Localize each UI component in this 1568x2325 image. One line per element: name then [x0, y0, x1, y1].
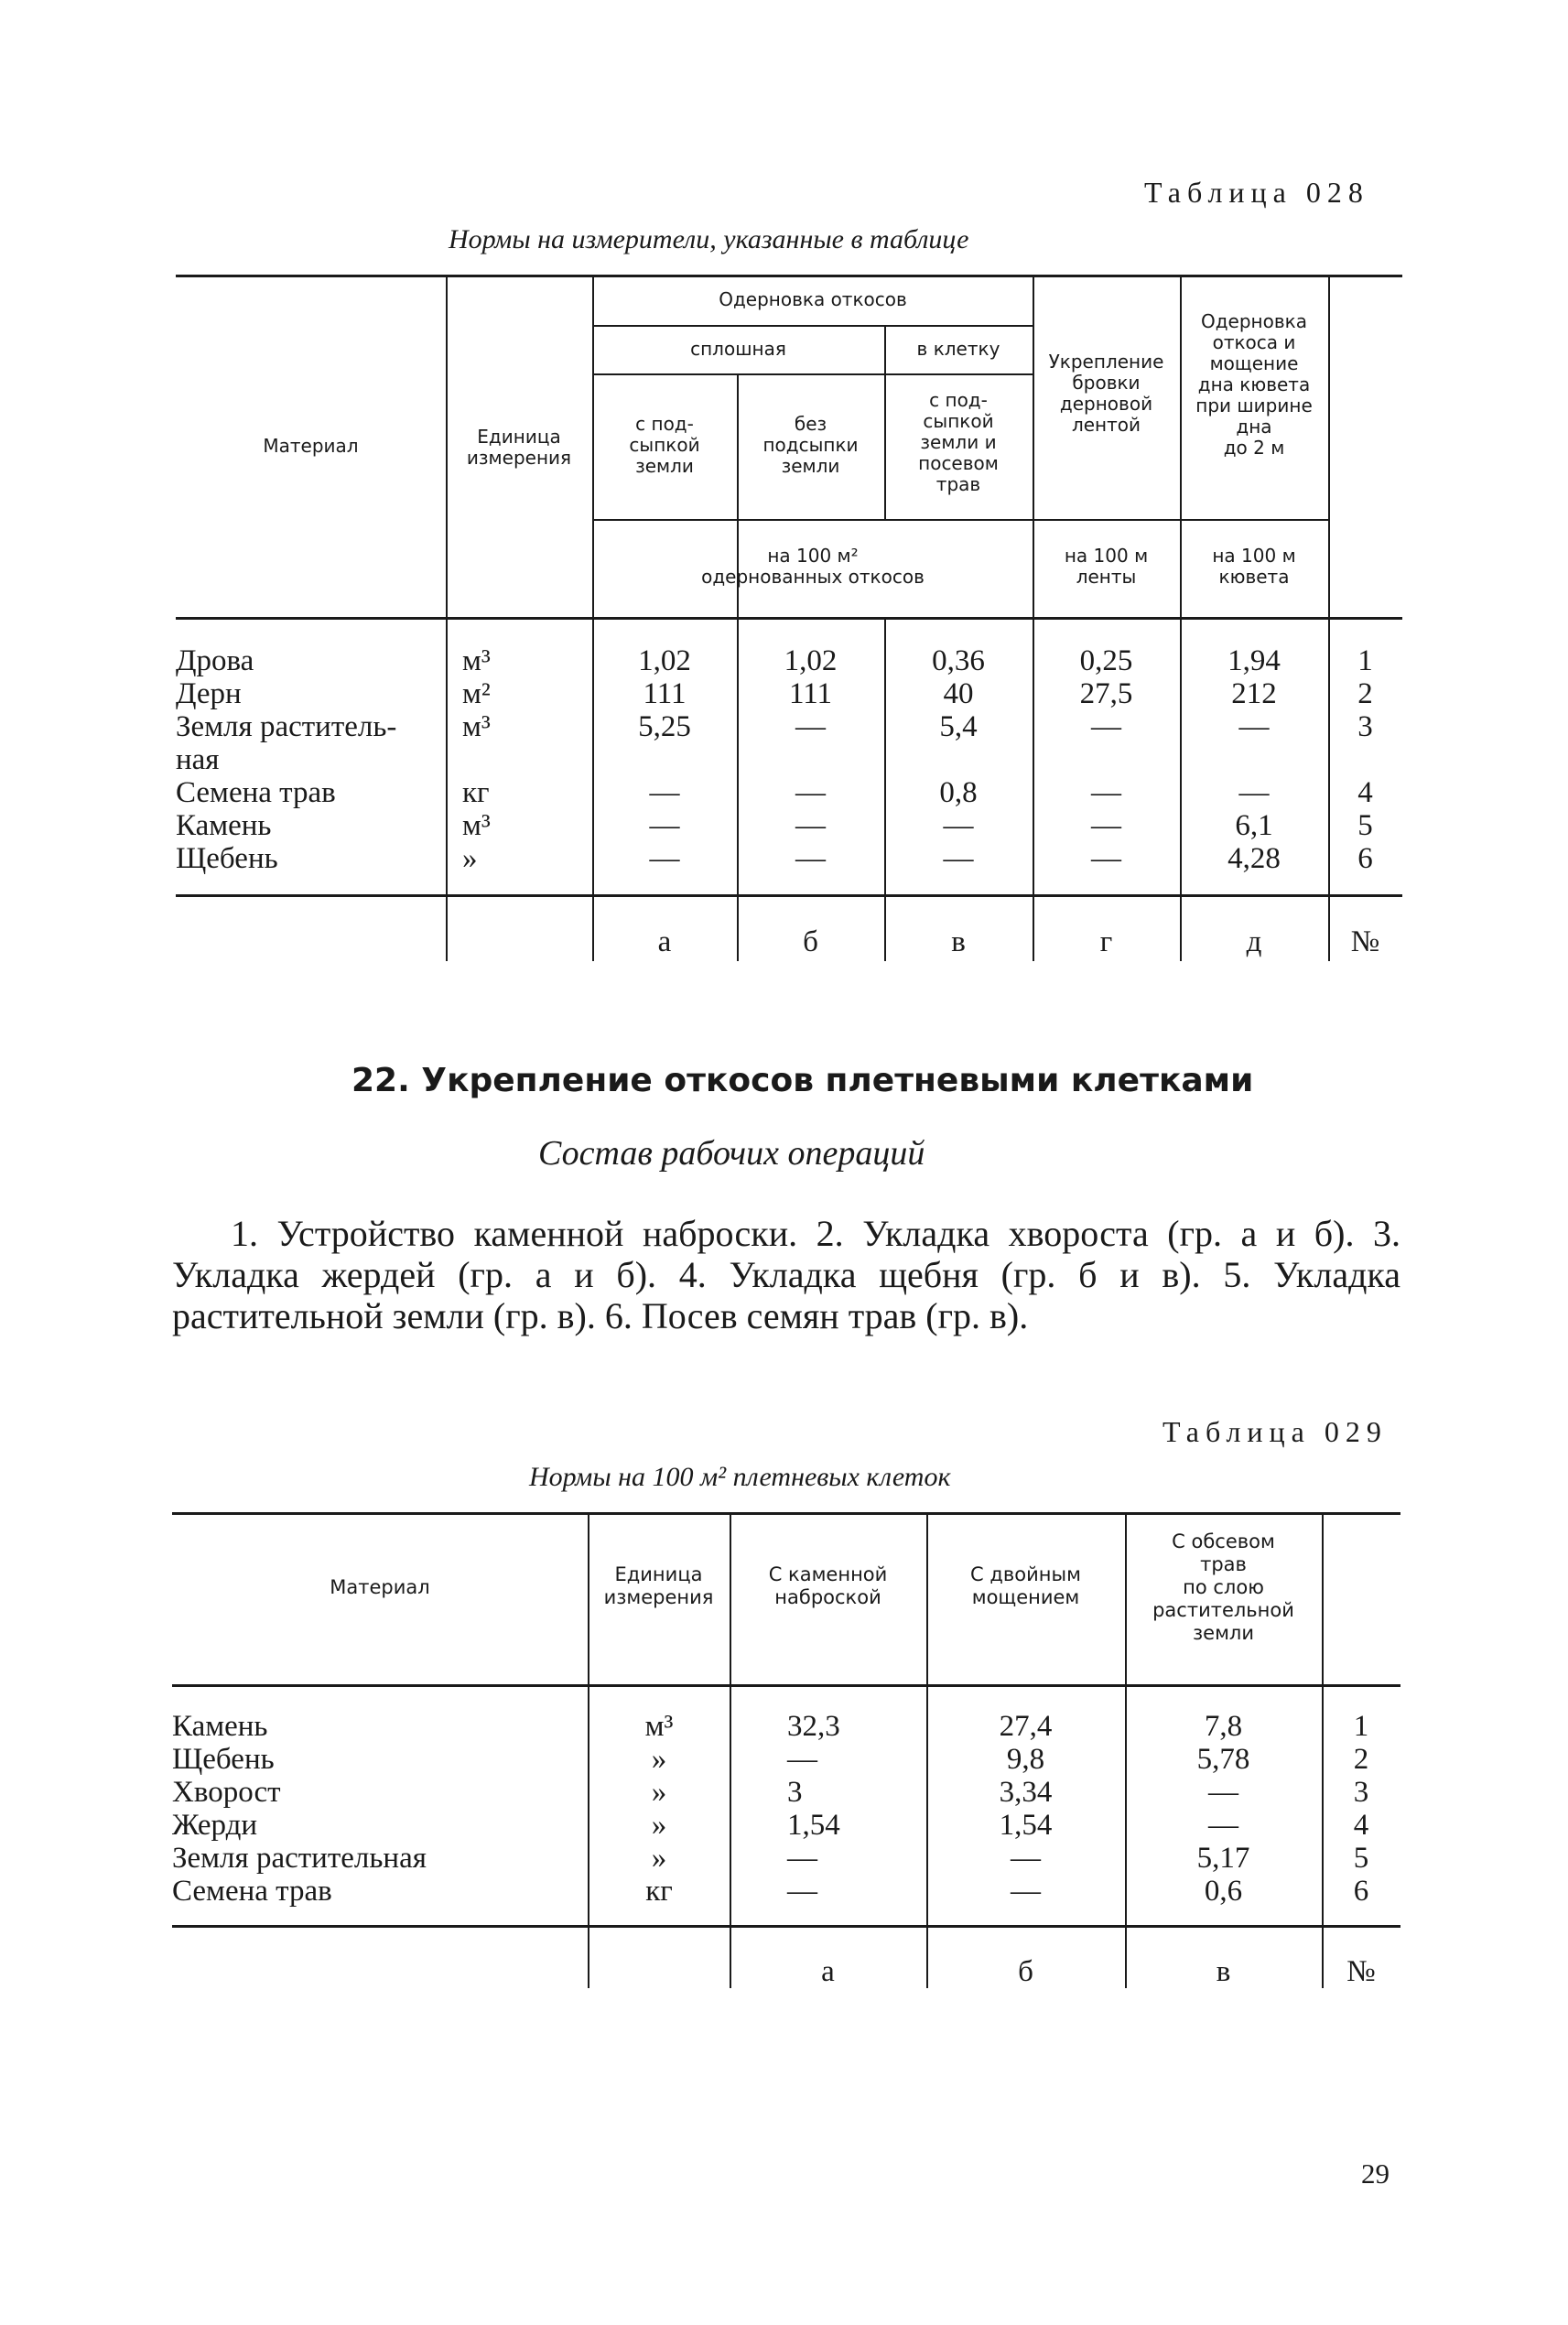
table-row: Камень	[172, 1710, 268, 1743]
unit-cell: м³	[462, 809, 491, 842]
header-sploshnaya: сплошная	[690, 338, 786, 360]
header-v-kletku: в клетку	[916, 338, 1000, 360]
table-row: Хворост	[172, 1776, 281, 1809]
unit-cell: кг	[462, 776, 490, 809]
footer-a: а	[821, 1955, 835, 1988]
rule	[172, 1684, 1400, 1687]
unit-cell	[462, 743, 572, 776]
table-028-col-g: 0,25 27,5 — — — —	[1079, 644, 1133, 875]
header-unit-d: на 100 м кювета	[1212, 545, 1296, 588]
table-029-label: Таблица 029	[1162, 1415, 1388, 1448]
table-029-col-v: 7,8 5,78 — — 5,17 0,6	[1196, 1710, 1250, 1908]
header-col-b: без подсыпки земли	[762, 413, 859, 477]
section-title: 22. Укрепление откосов плетневыми клетками	[351, 1062, 1254, 1099]
footer-d: д	[1246, 925, 1262, 958]
table-028-col-v: 0,36 40 5,4 0,8 — —	[932, 644, 985, 875]
rule	[592, 519, 1329, 521]
table-row: Камень	[176, 809, 272, 842]
header-material: Материал	[263, 435, 359, 457]
header-material: Материал	[330, 1576, 430, 1598]
rule	[176, 617, 1402, 620]
footer-no: №	[1350, 925, 1380, 958]
header-unit-g: на 100 м ленты	[1064, 545, 1149, 588]
header-col-v: С обсевом трав по слою растительной земли	[1152, 1530, 1294, 1644]
table-029-materials	[172, 1710, 584, 1908]
table-028-col-d: 1,94 212 — — 6,1 4,28	[1227, 644, 1281, 875]
footer-b: б	[803, 925, 818, 958]
table-row: Щебень	[176, 842, 278, 875]
operations-paragraph: 1. Устройство каменной наброски. 2. Укладка хвороста (гр. а и б). 3. Укладка жердей (гр. а и б). 4. Укладка щебня (гр. б и в). 5. Укладка растительной земли (гр. в). 6. Посев семян трав (гр. в).	[172, 1213, 1400, 1336]
footer-v: в	[951, 925, 966, 958]
header-col-a: с под- сыпкой земли	[629, 413, 700, 477]
table-028-materials	[176, 644, 441, 875]
rule	[446, 275, 448, 961]
table-029-col-no: 1 2 3 4 5 6	[1353, 1710, 1369, 1908]
header-col-g: Укрепление бровки дерновой лентой	[1048, 351, 1164, 436]
header-unit-abv: на 100 м² одернованных откосов	[701, 545, 925, 588]
unit-cell: м²	[462, 677, 491, 710]
rule	[172, 1925, 1400, 1928]
rule	[172, 1512, 1400, 1515]
footer-a: а	[657, 925, 672, 958]
rule	[592, 373, 1033, 375]
page-number: 29	[1361, 2157, 1390, 2190]
table-row: Земля раститель- ная	[176, 710, 397, 776]
table-row: Семена трав	[172, 1875, 332, 1908]
footer-v: в	[1216, 1955, 1231, 1988]
table-029-units: м³ » » » » кг	[644, 1710, 674, 1908]
unit-cell: »	[462, 842, 478, 875]
header-unit: Единица измерения	[466, 426, 572, 469]
footer-g: г	[1099, 925, 1113, 958]
table-row: Дрова	[176, 644, 254, 677]
table-row: Щебень	[172, 1743, 275, 1776]
header-unit: Единица измерения	[603, 1563, 714, 1608]
header-group-oderovka: Одерновка откосов	[719, 288, 907, 310]
table-row: Жерди	[172, 1809, 258, 1842]
table-row: Дерн	[176, 677, 242, 710]
unit-cell: м³	[462, 710, 491, 743]
header-col-v: с под- сыпкой земли и посевом трав	[918, 389, 999, 495]
rule	[176, 275, 1402, 277]
unit-cell: м³	[462, 644, 491, 677]
footer-b: б	[1018, 1955, 1033, 1988]
table-028-label: Таблица 028	[1144, 176, 1369, 209]
table-row: Семена трав	[176, 776, 336, 809]
rule	[592, 325, 1033, 327]
rule	[176, 894, 1402, 897]
table-028-subtitle: Нормы на измерители, указанные в таблице	[449, 224, 969, 254]
table-028-units	[462, 644, 572, 875]
table-028-col-b: 1,02 111 — — — —	[784, 644, 838, 875]
header-col-b: С двойным мощением	[970, 1563, 1081, 1608]
table-028-col-a: 1,02 111 5,25 — — —	[638, 644, 691, 875]
operations-title: Состав рабочих операций	[538, 1134, 925, 1173]
header-col-a: С каменной наброской	[768, 1563, 888, 1608]
table-row: Земля растительная	[172, 1842, 427, 1875]
table-029-col-a: 32,3 — 3 1,54 — —	[787, 1710, 840, 1908]
table-029-subtitle: Нормы на 100 м² плетневых клеток	[529, 1462, 951, 1492]
table-028-col-no: 1 2 3 4 5 6	[1357, 644, 1373, 875]
footer-no: №	[1346, 1955, 1376, 1988]
header-col-d: Одерновка откоса и мощение дна кювета при ширине дна до 2 м	[1195, 310, 1313, 459]
table-029-col-b: 27,4 9,8 3,34 1,54 — —	[999, 1710, 1053, 1908]
